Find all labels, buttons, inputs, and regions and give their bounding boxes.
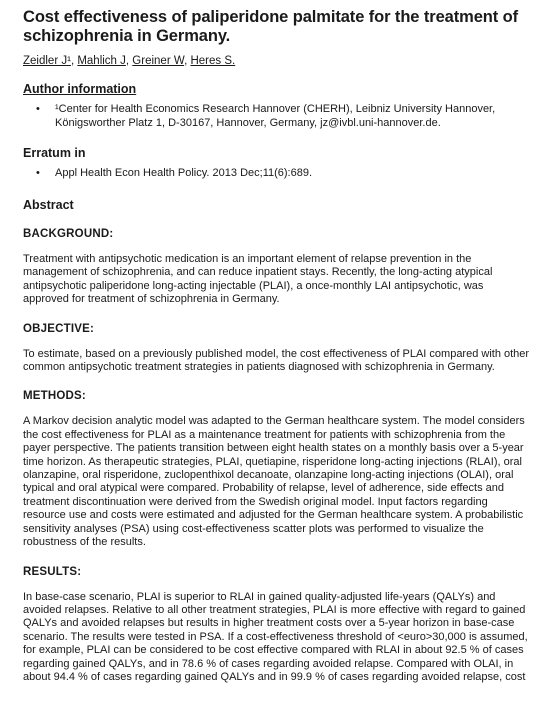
erratum-list: [23, 166, 537, 180]
abstract-heading: Abstract: [23, 198, 74, 212]
bullet-icon: •: [36, 167, 40, 179]
background-text: Treatment with antipsychotic medication is an important element of relapse prevention in the management of schizophrenia, and can reduce inpatient stays. Recently, the long-acting atypical antipsychotic paliperidone long-acting injectable (PLAI), a once-monthly LAI antipsychotic, was approved for treatment of schizophrenia in Germany.: [23, 253, 493, 306]
affiliation-item: [23, 102, 537, 130]
author-separator: ,: [125, 55, 133, 67]
methods-text: A Markov decision analytic model was adapted to the German healthcare system. The model considers the cost effectiveness for PLAI as a maintenance treatment for patients with schizophrenia from the payer perspective. The patients transition between eight health states on a monthly basis over a 5-year time horizon. As therapeutic strategies, PLAI, quetiapine, risperidone long-acting injections (RLAI), oral olanzapine, oral risperidone, zuclopenthixol decanoate, olanzapine long-acting injections (OLAI), oral typical and oral atypical were compared. Probability of relapse, level of adherence, side effects and treatment discontinuation were derived from the Swedish original model. Input factors regarding resource use and costs were estimated and adjusted for the German healthcare system. A probabilistic sensitivity analyses (PSA) using cost-effectiveness scatter plots was performed to visualize the robustness of the results.: [23, 415, 525, 549]
objective-label: OBJECTIVE:: [23, 322, 95, 335]
author-link[interactable]: Mahlich J: [77, 55, 126, 67]
author-link[interactable]: Greiner W: [132, 55, 185, 67]
erratum-heading: Erratum in: [23, 146, 86, 160]
affiliation-list: [23, 102, 537, 130]
methods-label: METHODS:: [23, 390, 86, 403]
bullet-icon: •: [36, 103, 40, 115]
results-label: RESULTS:: [23, 565, 82, 578]
author-link[interactable]: Heres S.: [190, 55, 236, 67]
author-separator: ,: [184, 55, 191, 67]
erratum-item: [23, 166, 537, 180]
author-link[interactable]: Zeidler J¹: [23, 55, 71, 67]
author-information-heading[interactable]: Author information: [23, 82, 137, 96]
author-separator: ,: [70, 55, 78, 67]
author-list: [23, 54, 537, 68]
results-text: In base-case scenario, PLAI is superior to RLAI in gained quality-adjusted life-years (QALYs) and avoided relapses. Relative to all other treatment strategies, PLAI is more effective with regard to gained QALYs and avoided relapses but results in higher treatment costs over a 5-year horizon in base-case scenario. The results were tested in PSA. If a cost-effectiveness threshold of <euro>30,000 is assumed, for example, PLAI can be considered to be cost effective compared with RLAI in about 92.5 % of cases regarding gained QALYs, and in 78.6 % of cases regarding avoided relapse. Compared with OLAI, in about 94.4 % of cases regarding gained QALYs and in 99.9 % of cases regarding avoided relapse, cost: [23, 590, 528, 683]
affiliation-text: ¹Center for Health Economics Research Hannover (CHERH), Leibniz University Hannover, Königsworther Platz 1, D-30167, Hannover, Germany, jz@ivbl.uni-hannover.de.: [55, 103, 496, 129]
background-label: BACKGROUND:: [23, 228, 114, 240]
article-title: Cost effectiveness of paliperidone palmitate for the treatment of schizophrenia in Germany.: [23, 8, 519, 45]
erratum-text: Appl Health Econ Health Policy. 2013 Dec;11(6):689.: [55, 167, 313, 179]
objective-text: To estimate, based on a previously published model, the cost effectiveness of PLAI compared with other common antipsychotic treatment strategies in patients diagnosed with schizophrenia in Germany.: [23, 347, 530, 374]
